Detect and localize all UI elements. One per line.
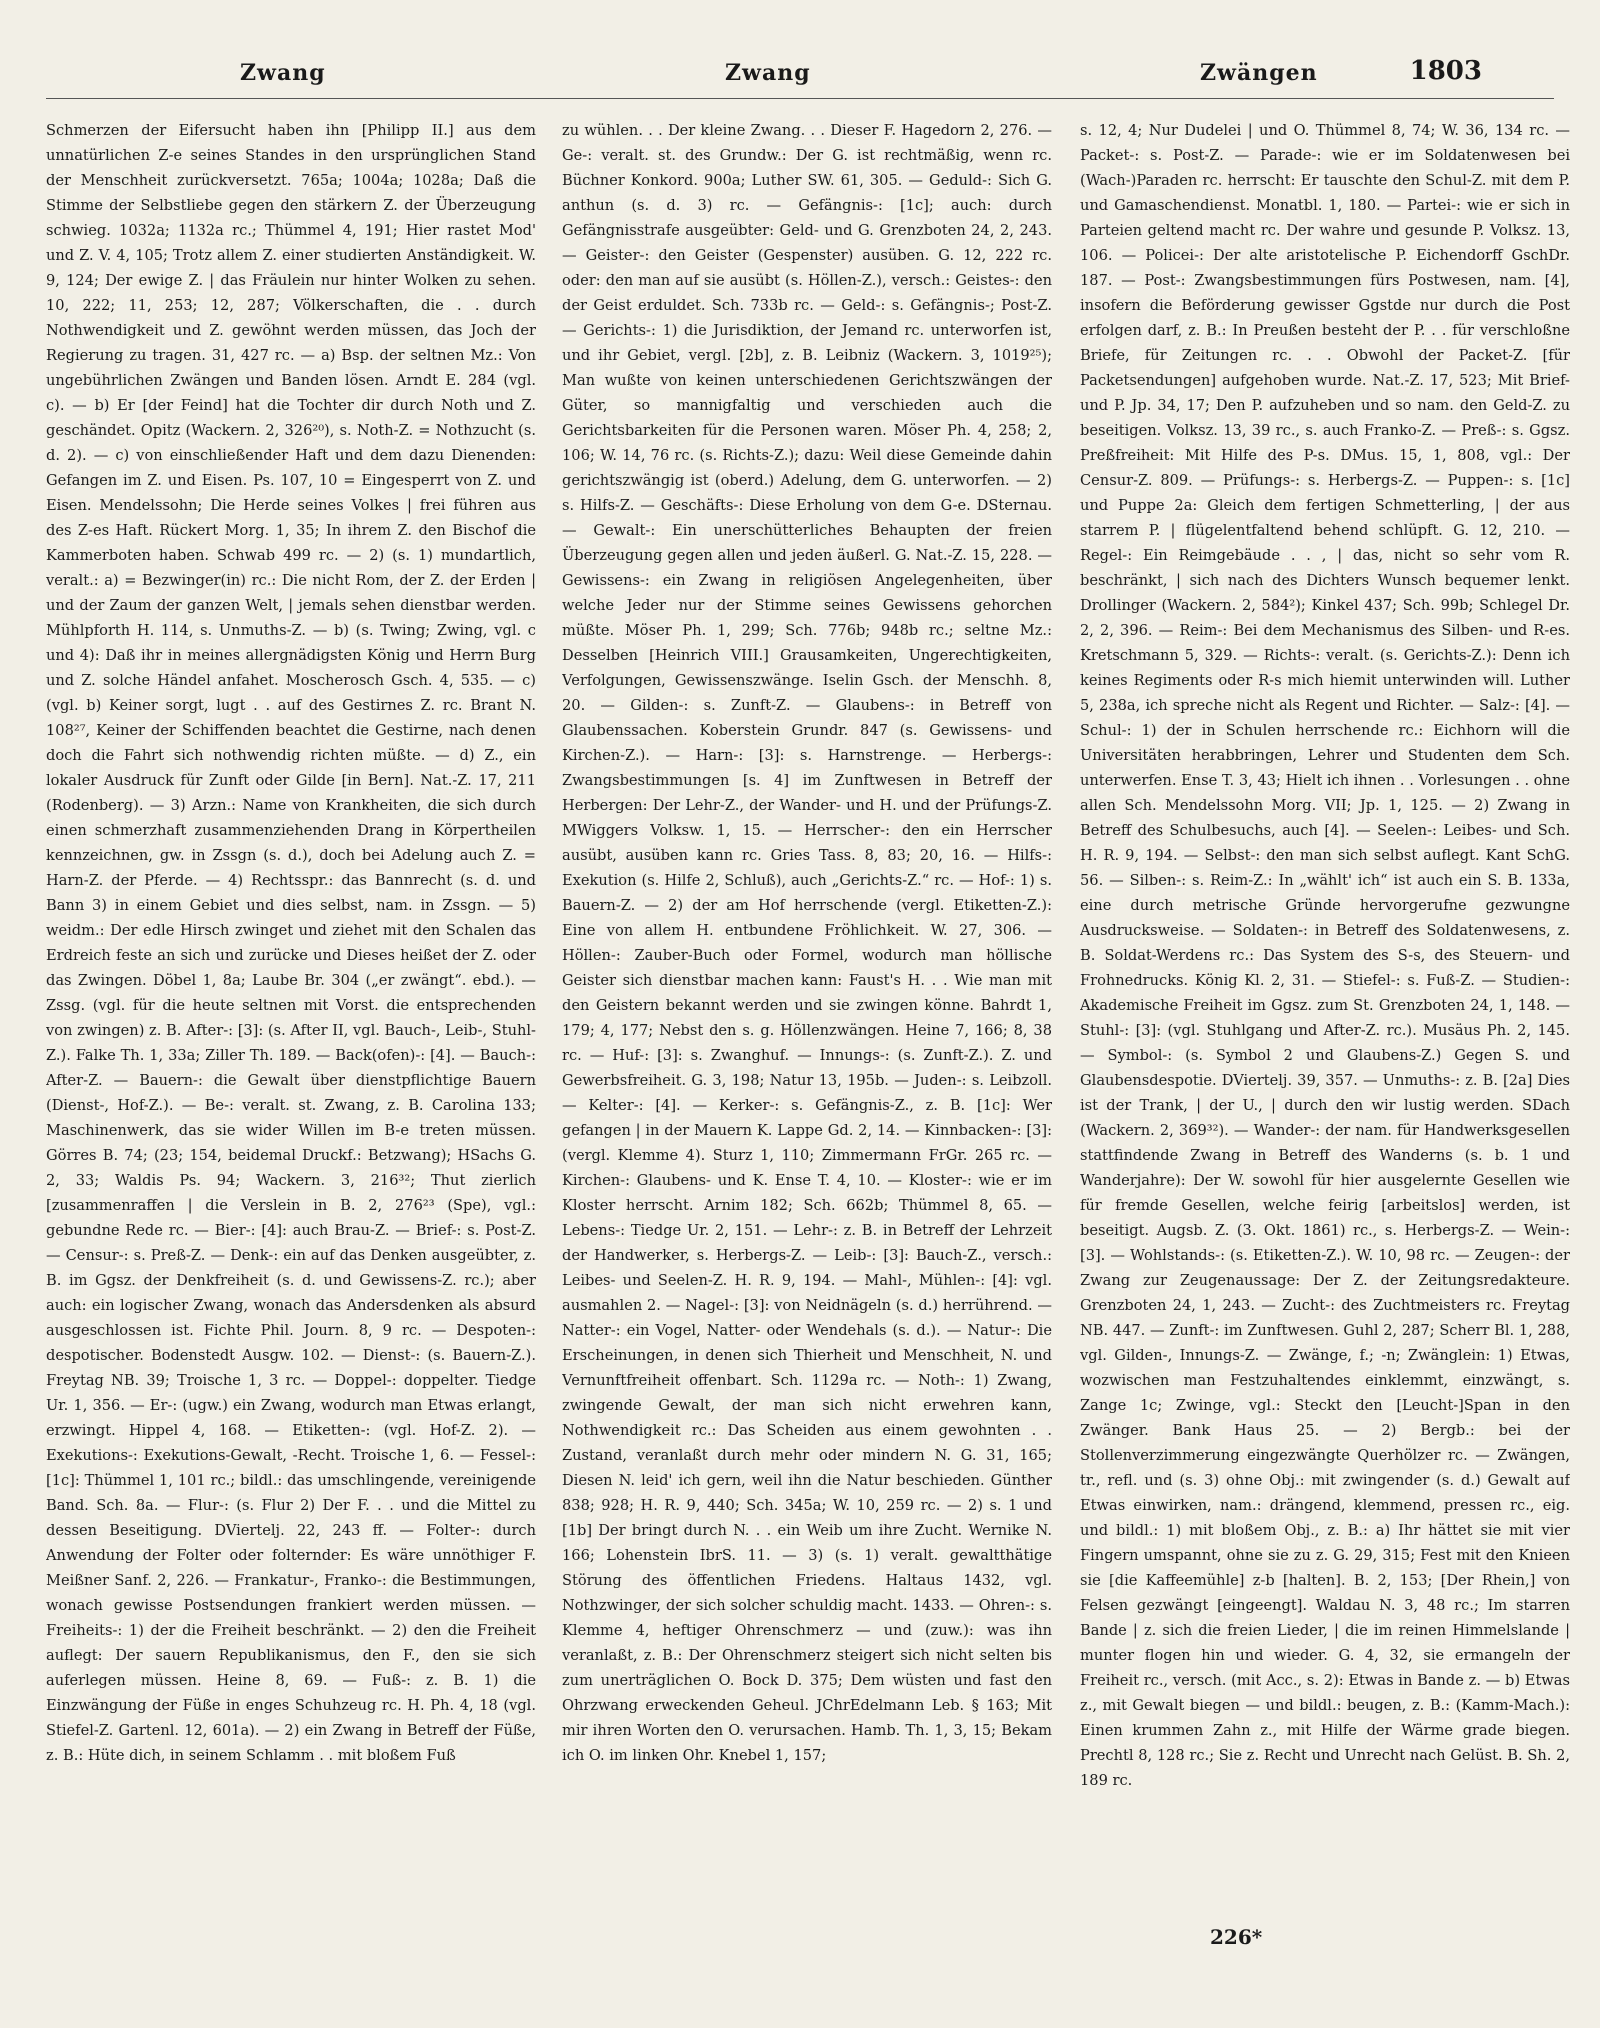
- left-headword: Zwang: [240, 60, 326, 86]
- header-rule: [46, 98, 1554, 99]
- column-3-text: s. 12, 4; Nur Dudelei | und O. Thümmel 8, 74; W. 36, 134 rc. — Packet-: s. Post-Z. — Parade-: wie er im Soldatenwesen bei (Wach-)Paraden rc. herrscht: Er tauschte den Schul-Z. mit dem P. und Gamaschendienst. Monatbl. 1, 180. — Partei-: wie er sich in Parteien geltend macht rc. Der wahre und gesunde P. Volksz. 13, 106. — Policei-: Der alte aristotelische P. Eichendorff GschDr. 187. — Post-: Zwangsbestimmungen fürs Postwesen, nam. [4], insofern die Beförderung gewisser Ggstde nur durch die Post erfolgen darf, z. B.: In Preußen besteht der P. . . für verschloßne Briefe, für Zeitungen rc. . . Obwohl der Packet-Z. [für Packetsendungen] aufgehoben wurde. Nat.-Z. 17, 523; Mit Brief- und P. Jp. 34, 17; Den P. aufzuheben und so nam. den Geld-Z. zu beseitigen. Volksz. 13, 39 rc., s. auch Franko-Z. — Preß-: s. Ggsz. Preßfreiheit: Mit Hilfe des P-s. DMus. 15, 1, 808, vgl.: Der Censur-Z. 809. — Prüfungs-: s. Herbergs-Z. — Puppen-: s. [1c] und Puppe 2a: Gleich dem fertigen Schmetterling, | der aus starrem P. | flügelentfaltend behend schlüpft. G. 12, 210. — Regel-: Ein Reimgebäude . . , | das, nicht so sehr vom R. beschränkt, | sich nach des Dichters Wunsch bequemer lenkt. Drollinger (Wackern. 2, 584²); Kinkel 437; Sch. 99b; Schlegel Dr. 2, 2, 396. — Reim-: Bei dem Mechanismus des Silben- und R-es. Kretschmann 5, 329. — Richts-: veralt. (s. Gerichts-Z.): Denn ich keines Regiments oder R-s mich hiemit unterwinden will. Luther 5, 238a, ich spreche nicht als Regent und Richter. — Salz-: [4]. — Schul-: 1) der in Schulen herrschende rc.: Eichhorn will die Universitäten herabbringen, Lehrer und Studenten dem Sch. unterwerfen. Ense T. 3, 43; Hielt ich ihnen . . Vorlesungen . . ohne allen Sch. Mendelssohn Morg. VII; Jp. 1, 125. — 2) Zwang in Betreff des Schulbesuchs, auch [4]. — Seelen-: Leibes- und Sch. H. R. 9, 194. — Selbst-: den man sich selbst auflegt. Kant SchG. 56. — Silben-: s. Reim-Z.: In „wählt' ich“ ist auch ein S. B. 133a, eine durch metrische Gründe hervorgerufne gezwungne Ausdrucksweise. — Soldaten-: in Betreff des Soldatenwesens, z. B. Soldat-Werdens rc.: Das System des S-s, des Steuern- und Frohnedrucks. König Kl. 2, 31. — Stiefel-: s. Fuß-Z. — Studien-: Akademische Freiheit im Ggsz. zum St. Grenzboten 24, 1, 148. — Stuhl-: [3]: (vgl. Stuhlgang und After-Z. rc.). Musäus Ph. 2, 145. — Symbol-: (s. Symbol 2 und Glaubens-Z.) Gegen S. und Glaubensdespotie. DViertelj. 39, 357. — Unmuths-: z. B. [2a] Dies ist der Trank, | der U., | durch den wir lustig werden. SDach (Wackern. 2, 369³²). — Wander-: der nam. für Handwerksgesellen stattfindende Zwang in Betreff des Wanderns (s. b. 1 und Wanderjahre): Der W. sowohl für hier ausgelernte Gesellen wie für fremde Gesellen, welche feirig [arbeitslos] werden, ist beseitigt. Augsb. Z. (3. Okt. 1861) rc., s. Herbergs-Z. — Wein-: [3]. — Wohlstands-: (s. Etiketten-Z.). W. 10, 98 rc. — Zeugen-: der Zwang zur Zeugenaussage: Der Z. der Zeitungsredakteure. Grenzboten 24, 1, 243. — Zucht-: des Zuchtmeisters rc. Freytag NB. 447. — Zunft-: im Zunftwesen. Guhl 2, 287; Scherr Bl. 1, 288, vgl. Gilden-, Innungs-Z. — Zwänge, f.; -n; Zwänglein: 1) Etwas, wozwischen man Festzuhaltendes einklemmt, einzwängt, s. Zange 1c; Zwinge, vgl.: Steckt den [Leucht-]Span in den Zwänger. Bank Haus 25. — 2) Bergb.: bei der Stollenverzimmerung eingezwängte Querhölzer rc. — Zwängen, tr., refl. und (s. 3) ohne Obj.: mit zwingender (s. d.) Gewalt auf Etwas einwirken, nam.: drängend, klemmend, pressen rc., eig. und bildl.: 1) mit bloßem Obj., z. B.: a) Ihr hättet sie mit vier Fingern umspannt, ohne sie zu z. G. 29, 315; Fest mit den Knieen sie [die Kaffeemühle] z-b [halten]. B. 2, 153; [Der Rhein,] von Felsen gezwängt [eingeengt]. Waldau N. 3, 48 rc.; Im starren Bande | z. sich die freien Lieder, | die im reinen Himmelslande | munter flogen hin und wieder. G. 4, 32, sie ermangeln der Freiheit rc., versch. (mit Acc., s. 2): Etwas in Bande z. — b) Etwas z., mit Gewalt biegen — und bildl.: beugen, z. B.: (Kamm-Mach.): Einen krummen Zahn z., mit Hilfe der Wärme grade biegen. Prechtl 8, 128 rc.; Sie z. Recht und Unrecht nach Gelüst. B. Sh. 2, 189 rc.: [1080, 122, 1570, 1789]
- column-1-text: Schmerzen der Eifersucht haben ihn [Philipp II.] aus dem unnatürlichen Z-e seines Standes in den ursprünglichen Stand der Menschheit zurückversetzt. 765a; 1004a; 1028a; Daß die Stimme der Selbstliebe gegen den stärkern Z. der Überzeugung schwieg. 1032a; 1132a rc.; Thümmel 4, 191; Hier rastet Mod' und Z. V. 4, 105; Trotz allem Z. einer studierten Anständigkeit. W. 9, 124; Der ewige Z. | das Fräulein nur hinter Wolken zu sehen. 10, 222; 11, 253; 12, 287; Völkerschaften, die . . durch Nothwendigkeit und Z. gewöhnt werden müssen, das Joch der Regierung zu tragen. 31, 427 rc. — a) Bsp. der seltnen Mz.: Von ungebührlichen Zwängen und Banden lösen. Arndt E. 284 (vgl. c). — b) Er [der Feind] hat die Tochter dir durch Noth und Z. geschändet. Opitz (Wackern. 2, 326²⁰), s. Noth-Z. = Nothzucht (s. d. 2). — c) von einschließender Haft und dem dazu Dienenden: Gefangen im Z. und Eisen. Ps. 107, 10 = Eingesperrt von Z. und Eisen. Mendelssohn; Die Herde seines Volkes | frei führen aus des Z-es Haft. Rückert Morg. 1, 35; In ihrem Z. den Bischof die Kammerboten haben. Schwab 499 rc. — 2) (s. 1) mundartlich, veralt.: a) = Bezwinger(in) rc.: Die nicht Rom, der Z. der Erden | und der Zaum der ganzen Welt, | jemals sehen dienstbar werden. Mühlpforth H. 114, s. Unmuths-Z. — b) (s. Twing; Zwing, vgl. c und 4): Daß ihr in meines allergnädigsten König und Herrn Burg und Z. solche Händel anfahet. Moscherosch Gsch. 4, 535. — c) (vgl. b) Keiner sorgt, lugt . . auf des Gestirnes Z. rc. Brant N. 108²⁷, Keiner der Schiffenden beachtet die Gestirne, nach denen doch die Fahrt sich nothwendig richten müßte. — d) Z., ein lokaler Ausdruck für Zunft oder Gilde [in Bern]. Nat.-Z. 17, 211 (Rodenberg). — 3) Arzn.: Name von Krankheiten, die sich durch einen schmerzhaft zusammenziehenden Drang in Körpertheilen kennzeichnen, gw. in Zssgn (s. d.), doch bei Adelung auch Z. = Harn-Z. der Pferde. — 4) Rechtsspr.: das Bannrecht (s. d. und Bann 3) in einem Gebiet und dies selbst, nam. in Zssgn. — 5) weidm.: Der edle Hirsch zwinget und ziehet mit den Schalen das Erdreich feste an sich und zurücke und Dieses heißet der Z. oder das Zwingen. Döbel 1, 8a; Laube Br. 304 („er zwängt“. ebd.). — Zssg. (vgl. für die heute seltnen mit Vorst. die entsprechenden von zwingen) z. B. After-: [3]: (s. After II, vgl. Bauch-, Leib-, Stuhl-Z.). Falke Th. 1, 33a; Ziller Th. 189. — Back(ofen)-: [4]. — Bauch-: After-Z. — Bauern-: die Gewalt über dienstpflichtige Bauern (Dienst-, Hof-Z.). — Be-: veralt. st. Zwang, z. B. Carolina 133; Maschinenwerk, das sie wider Willen im B-e treten müssen. Görres B. 74; (23; 154, beidemal Druckf.: Betzwang); HSachs G. 2, 33; Waldis Ps. 94; Wackern. 3, 216³²; Thut zierlich [zusammenraffen | die Verslein in B. 2, 276²³ (Spe), vgl.: gebundne Rede rc. — Bier-: [4]: auch Brau-Z. — Brief-: s. Post-Z. — Censur-: s. Preß-Z. — Denk-: ein auf das Denken ausgeübter, z. B. im Ggsz. der Denkfreiheit (s. d. und Gewissens-Z. rc.); aber auch: ein logischer Zwang, wonach das Andersdenken als absurd ausgeschlossen ist. Fichte Phil. Journ. 8, 9 rc. — Despoten-: despotischer. Bodenstedt Ausgw. 102. — Dienst-: (s. Bauern-Z.). Freytag NB. 39; Troische 1, 3 rc. — Doppel-: doppelter. Tiedge Ur. 1, 356. — Er-: (ugw.) ein Zwang, wodurch man Etwas erlangt, erzwingt. Hippel 4, 168. — Etiketten-: (vgl. Hof-Z. 2). — Exekutions-: Exekutions-Gewalt, -Recht. Troische 1, 6. — Fessel-: [1c]: Thümmel 1, 101 rc.; bildl.: das umschlingende, vereinigende Band. Sch. 8a. — Flur-: (s. Flur 2) Der F. . . und die Mittel zu dessen Beseitigung. DViertelj. 22, 243 ff. — Folter-: durch Anwendung der Folter oder folternder: Es wäre unnöthiger F. Meißner Sanf. 2, 226. — Frankatur-, Franko-: die Bestimmungen, wonach gewisse Postsendungen frankiert werden müssen. — Freiheits-: 1) der die Freiheit beschränkt. — 2) den die Freiheit auflegt: Der sauern Republikanismus, den F., den sie sich auferlegen müssen. Heine 8, 69. — Fuß-: z. B. 1) die Einzwängung der Füße in enges Schuhzeug rc. H. Ph. 4, 18 (vgl. Stiefel-Z. Gartenl. 12, 601a). — 2) ein Zwang in Betreff der Füße, z. B.: Hüte dich, in seinem Schlamm . . mit bloßem Fuß: [46, 122, 536, 1764]
- signature-mark: 226*: [1210, 1925, 1263, 1949]
- page-number: 1803: [1409, 56, 1482, 86]
- page-header: [0, 56, 1600, 100]
- column-2: [562, 118, 1052, 1958]
- center-headword: Zwang: [725, 60, 811, 86]
- column-3: [1080, 118, 1570, 1958]
- right-headword: Zwängen: [1200, 60, 1318, 86]
- column-2-text: zu wühlen. . . Der kleine Zwang. . . Dieser F. Hagedorn 2, 276. — Ge-: veralt. st. des Grundw.: Der G. ist rechtmäßig, wenn rc. Büchner Konkord. 900a; Luther SW. 61, 305. — Geduld-: Sich G. anthun (s. d. 3) rc. — Gefängnis-: [1c]; auch: durch Gefängnisstrafe ausgeübter: Geld- und G. Grenzboten 24, 2, 243. — Geister-: den Geister (Gespenster) ausüben. G. 12, 222 rc. oder: den man auf sie ausübt (s. Höllen-Z.), versch.: Geistes-: den der Geist erduldet. Sch. 733b rc. — Geld-: s. Gefängnis-; Post-Z. — Gerichts-: 1) die Jurisdiktion, der Jemand rc. unterworfen ist, und ihr Gebiet, vergl. [2b], z. B. Leibniz (Wackern. 3, 1019²⁵); Man wußte von keinen unterschiedenen Gerichtszwängen der Güter, so mannigfaltig und verschieden auch die Gerichtsbarkeiten für die Personen waren. Möser Ph. 4, 258; 2, 106; W. 14, 76 rc. (s. Richts-Z.); dazu: Weil diese Gemeinde dahin gerichtszwängig ist (oberd.) Adelung, dem G. unterworfen. — 2) s. Hilfs-Z. — Geschäfts-: Diese Erholung von dem G-e. DSternau. — Gewalt-: Ein unerschütterliches Behaupten der freien Überzeugung gegen allen und jeden äußerl. G. Nat.-Z. 15, 228. — Gewissens-: ein Zwang in religiösen Angelegenheiten, über welche Jeder nur der Stimme seines Gewissens gehorchen müßte. Möser Ph. 1, 299; Sch. 776b; 948b rc.; seltne Mz.: Desselben [Heinrich VIII.] Grausamkeiten, Ungerechtigkeiten, Verfolgungen, Gewissenszwänge. Iselin Gsch. der Menschh. 8, 20. — Gilden-: s. Zunft-Z. — Glaubens-: in Betreff von Glaubenssachen. Koberstein Grundr. 847 (s. Gewissens- und Kirchen-Z.). — Harn-: [3]: s. Harnstrenge. — Herbergs-: Zwangsbestimmungen [s. 4] im Zunftwesen in Betreff der Herbergen: Der Lehr-Z., der Wander- und H. und der Prüfungs-Z. MWiggers Volksw. 1, 15. — Herrscher-: den ein Herrscher ausübt, ausüben kann rc. Gries Tass. 8, 83; 20, 16. — Hilfs-: Exekution (s. Hilfe 2, Schluß), auch „Gerichts-Z.“ rc. — Hof-: 1) s. Bauern-Z. — 2) der am Hof herrschende (vergl. Etiketten-Z.): Eine von allem H. entbundene Fröhlichkeit. W. 27, 306. — Höllen-: Zauber-Buch oder Formel, wodurch man höllische Geister sich dienstbar machen kann: Faust's H. . . Wie man mit den Geistern bekannt werden und sie zwingen könne. Bahrdt 1, 179; 4, 177; Nebst den s. g. Höllenzwängen. Heine 7, 166; 8, 38 rc. — Huf-: [3]: s. Zwanghuf. — Innungs-: (s. Zunft-Z.). Z. und Gewerbsfreiheit. G. 3, 198; Natur 13, 195b. — Juden-: s. Leibzoll. — Kelter-: [4]. — Kerker-: s. Gefängnis-Z., z. B. [1c]: Wer gefangen | in der Mauern K. Lappe Gd. 2, 14. — Kinnbacken-: [3]: (vergl. Klemme 4). Sturz 1, 110; Zimmermann FrGr. 265 rc. — Kirchen-: Glaubens- und K. Ense T. 4, 10. — Kloster-: wie er im Kloster herrscht. Arnim 182; Sch. 662b; Thümmel 8, 65. — Lebens-: Tiedge Ur. 2, 151. — Lehr-: z. B. in Betreff der Lehrzeit der Handwerker, s. Herbergs-Z. — Leib-: [3]: Bauch-Z., versch.: Leibes- und Seelen-Z. H. R. 9, 194. — Mahl-, Mühlen-: [4]: vgl. ausmahlen 2. — Nagel-: [3]: von Neidnägeln (s. d.) herrührend. — Natter-: ein Vogel, Natter- oder Wendehals (s. d.). — Natur-: Die Erscheinungen, in denen sich Thierheit und Menschheit, N. und Vernunftfreiheit offenbart. Sch. 1129a rc. — Noth-: 1) Zwang, zwingende Gewalt, der man sich nicht erwehren kann, Nothwendigkeit rc.: Das Scheiden aus einem gewohnten . . Zustand, veranlaßt durch mehr oder mindern N. G. 31, 165; Diesen N. leid' ich gern, weil ihn die Natur beschieden. Günther 838; 928; H. R. 9, 440; Sch. 345a; W. 10, 259 rc. — 2) s. 1 und [1b] Der bringt durch N. . . ein Weib um ihre Zucht. Wernike N. 166; Lohenstein IbrS. 11. — 3) (s. 1) veralt. gewaltthätige Störung des öffentlichen Friedens. Haltaus 1432, vgl. Nothzwinger, der sich solcher schuldig macht. 1433. — Ohren-: s. Klemme 4, heftiger Ohrenschmerz — und (zuw.): was ihn veranlaßt, z. B.: Der Ohrenschmerz steigert sich nicht selten bis zum unerträglichen O. Bock D. 375; Dem wüsten und fast den Ohrzwang erweckenden Geheul. JChrEdelmann Leb. § 163; Mit mir ihren Worten den O. verursachen. Hamb. Th. 1, 3, 15; Bekam ich O. im linken Ohr. Knebel 1, 157;: [562, 122, 1052, 1764]
- column-1: [46, 118, 536, 1958]
